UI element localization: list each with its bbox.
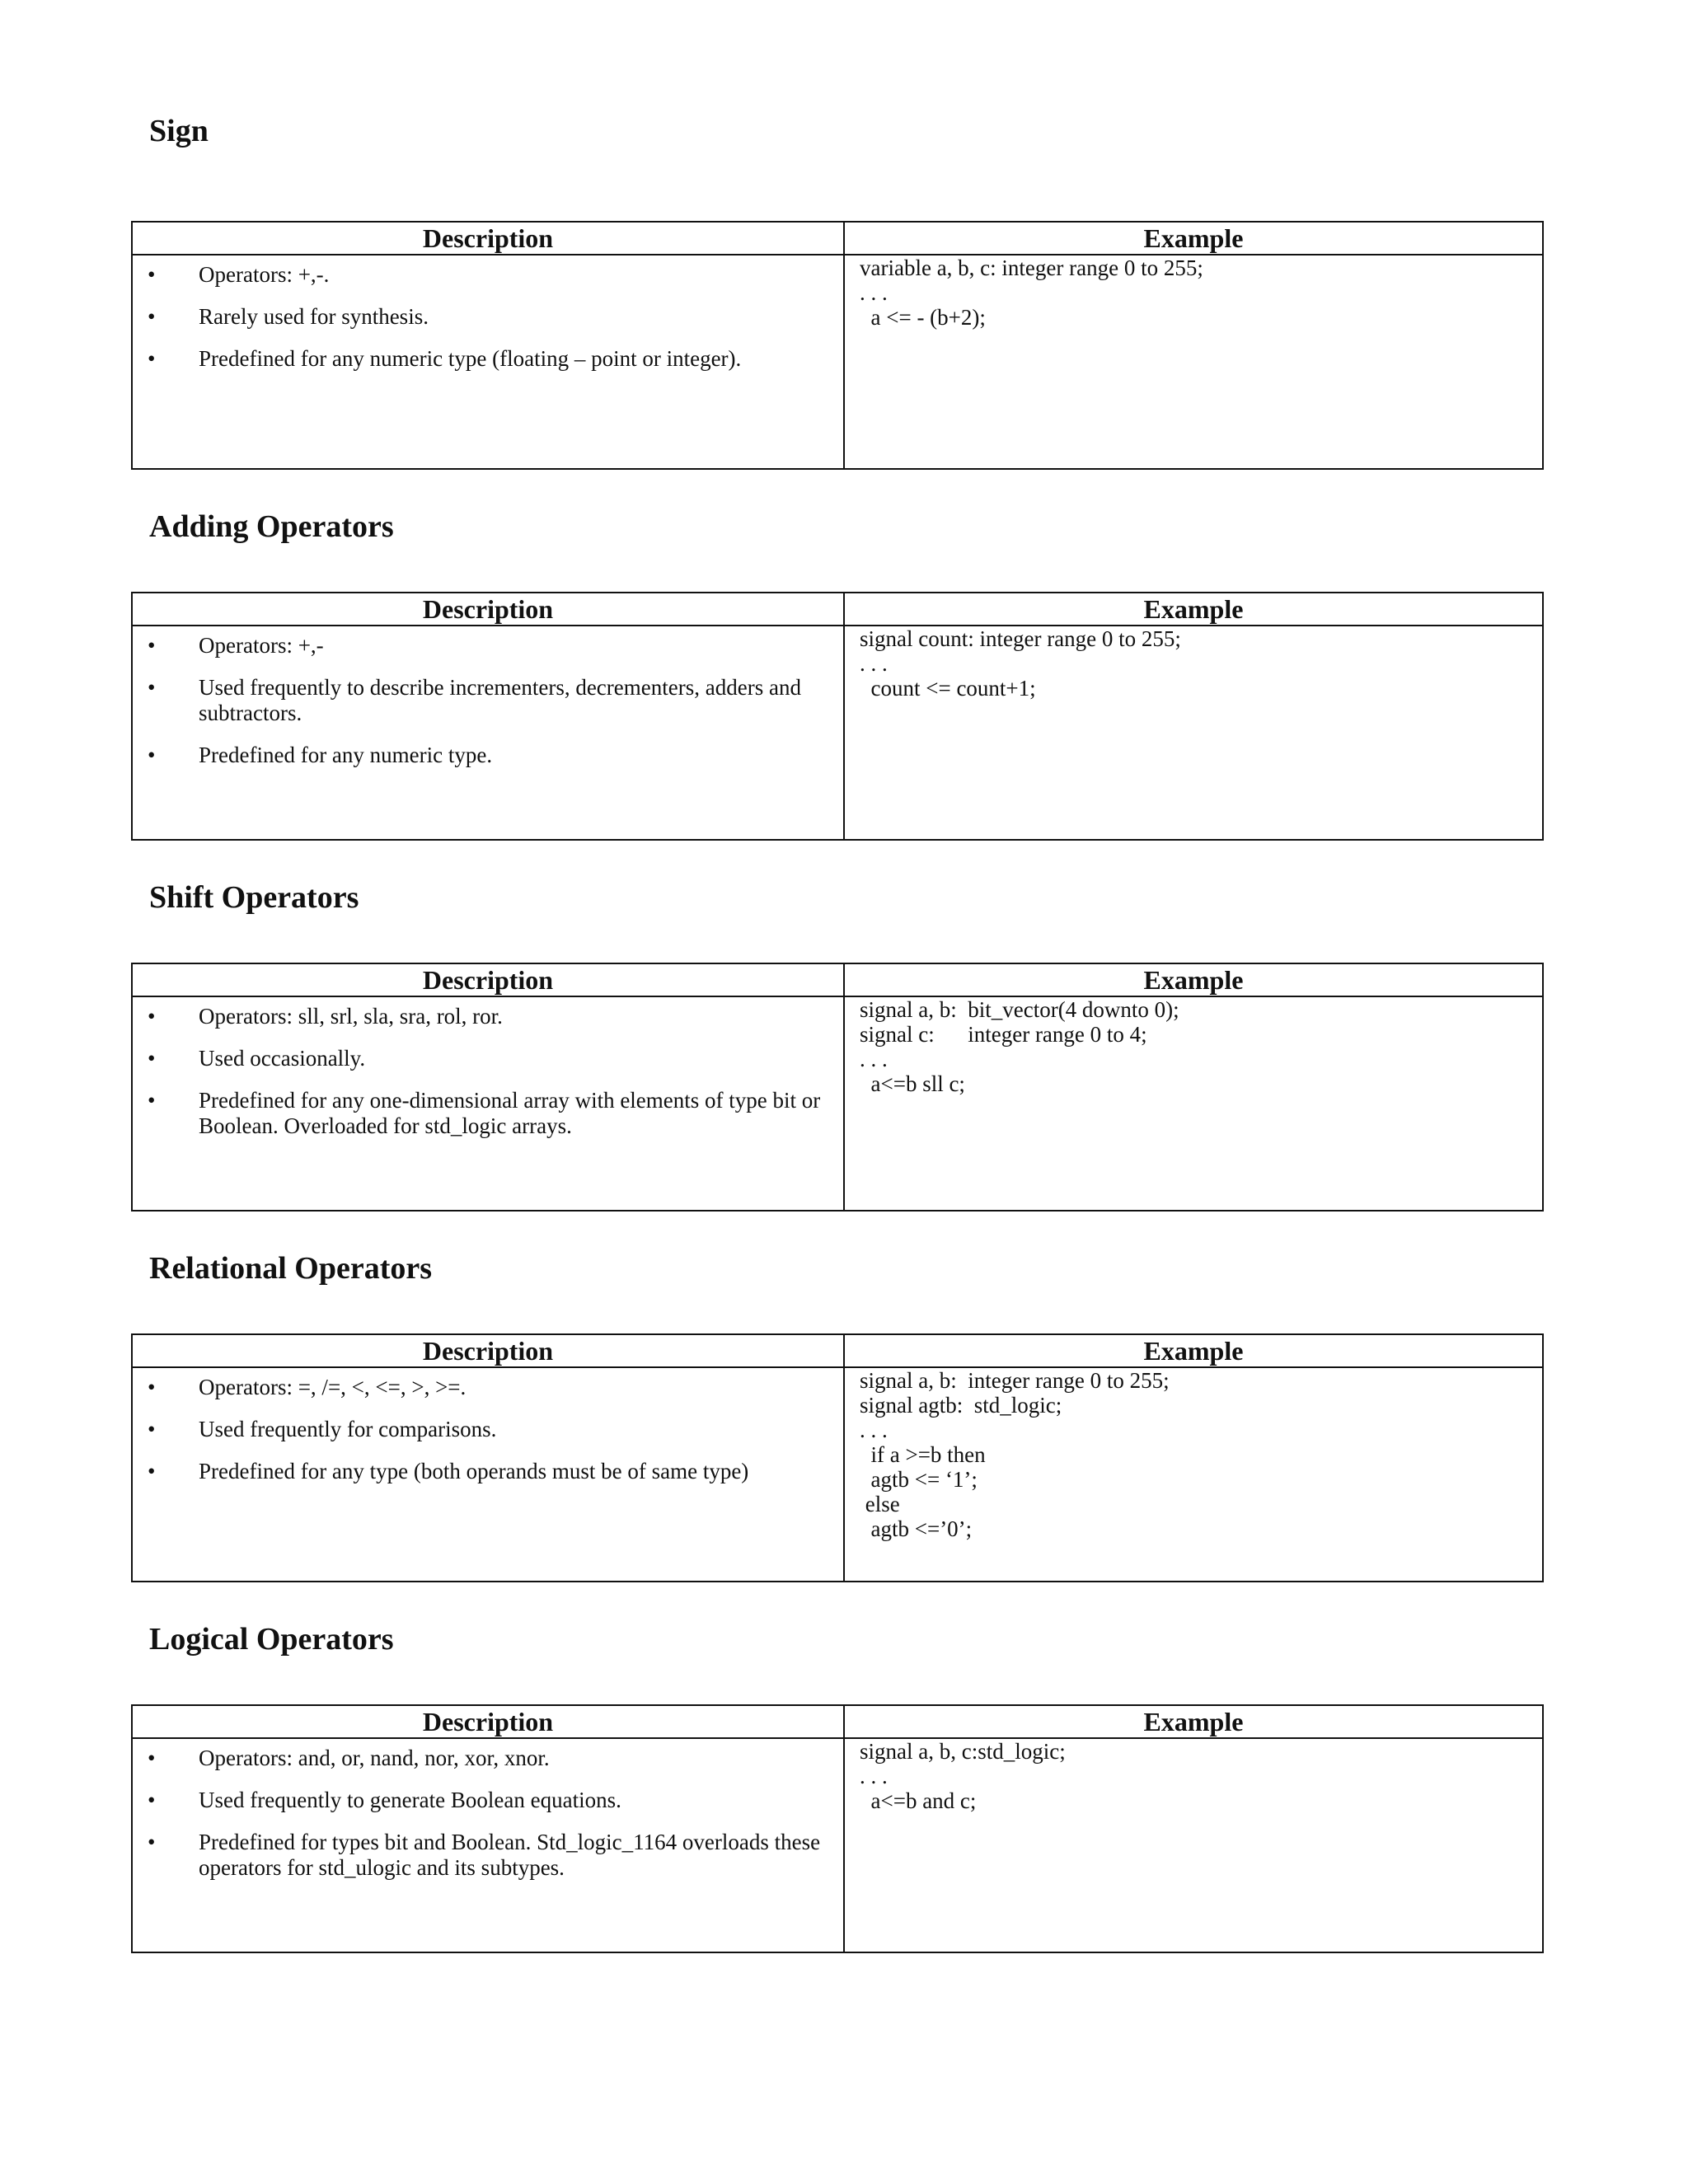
bullet-item: • Predefined for any numeric type. [133, 743, 827, 768]
example-code: signal count: integer range 0 to 255; . . . count <= count+1; [860, 626, 1181, 701]
example-header: Example [844, 593, 1543, 626]
bullet-item: • Used occasionally. [133, 1046, 827, 1071]
bullet-list [133, 997, 843, 1139]
example-code: variable a, b, c: integer range 0 to 255; . . . a <= - (b+2); [860, 255, 1203, 330]
bullet-item: • Operators: =, /=, <, <=, >, >=. [133, 1375, 827, 1400]
example-header: Example [844, 963, 1543, 996]
bullet-item: • Operators: sll, srl, sla, sra, rol, ror. [133, 1004, 827, 1029]
bullet-item: • Predefined for any type (both operands must be of same type) [133, 1459, 827, 1484]
description-header: Description [132, 1334, 844, 1367]
adding-operators-table [131, 592, 1544, 841]
example-code: signal a, b: bit_vector(4 downto 0); signal c: integer range 0 to 4; . . . a<=b sll c; [860, 997, 1179, 1096]
bullet-item: • Operators: and, or, nand, nor, xor, xnor. [133, 1746, 827, 1771]
sign-table [131, 221, 1544, 470]
example-header: Example [844, 1334, 1543, 1367]
shift-operators-table [131, 963, 1544, 1212]
bullet-item: • Used frequently for comparisons. [133, 1417, 827, 1442]
bullet-item: • Operators: +,-. [133, 262, 827, 288]
example-cell [844, 1738, 1543, 1952]
description-cell [132, 1367, 844, 1582]
section-title-logical-operators: Logical Operators [149, 1622, 394, 1657]
example-code: signal a, b, c:std_logic; . . . a<=b and c; [860, 1739, 1066, 1813]
example-cell [844, 255, 1543, 469]
example-cell [844, 626, 1543, 840]
description-header: Description [132, 1705, 844, 1738]
bullet-list [133, 1739, 843, 1881]
section-title-sign: Sign [149, 114, 209, 148]
bullet-item: • Used frequently to describe incrementers, decrementers, adders and subtractors. [133, 675, 827, 726]
description-cell [132, 626, 844, 840]
logical-operators-table [131, 1704, 1544, 1953]
bullet-item: • Predefined for any one-dimensional array with elements of type bit or Boolean. Overloaded for std_logic arrays. [133, 1088, 827, 1139]
section-title-shift-operators: Shift Operators [149, 880, 359, 915]
example-code: signal a, b: integer range 0 to 255; signal agtb: std_logic; . . . if a >=b then agtb <= ‘1’; else agtb <=’0’; [860, 1368, 1170, 1541]
bullet-item: • Operators: +,- [133, 633, 827, 658]
section-title-adding-operators: Adding Operators [149, 509, 394, 544]
relational-operators-table [131, 1333, 1544, 1582]
bullet-item: • Predefined for types bit and Boolean. Std_logic_1164 overloads these operators for std_ulogic and its subtypes. [133, 1830, 827, 1881]
example-cell [844, 996, 1543, 1211]
description-header: Description [132, 963, 844, 996]
description-header: Description [132, 593, 844, 626]
description-cell [132, 255, 844, 469]
bullet-list [133, 255, 843, 372]
description-header: Description [132, 222, 844, 255]
example-cell [844, 1367, 1543, 1582]
bullet-list [133, 626, 843, 768]
example-header: Example [844, 222, 1543, 255]
bullet-item: • Used frequently to generate Boolean equations. [133, 1788, 827, 1813]
example-header: Example [844, 1705, 1543, 1738]
bullet-item: • Predefined for any numeric type (floating – point or integer). [133, 346, 827, 372]
bullet-list [133, 1368, 843, 1484]
section-title-relational-operators: Relational Operators [149, 1251, 433, 1286]
description-cell [132, 996, 844, 1211]
bullet-item: • Rarely used for synthesis. [133, 304, 827, 330]
description-cell [132, 1738, 844, 1952]
